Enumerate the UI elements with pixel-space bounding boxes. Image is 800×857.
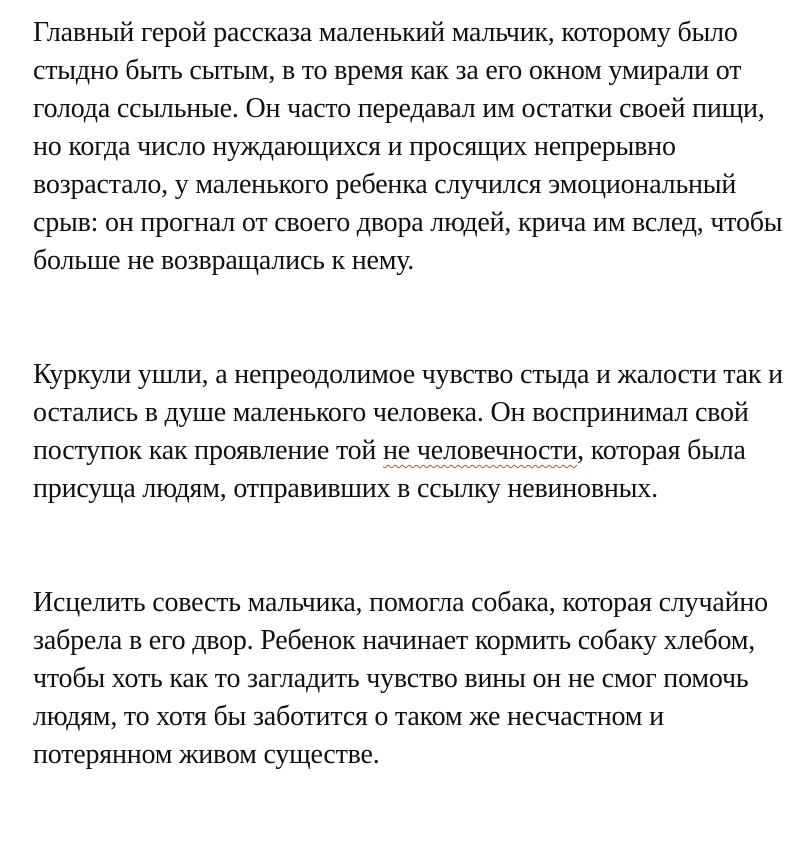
paragraph-3: Исцелить совесть мальчика, помогла собака, которая случайно забрела в его двор. Ребенок начинает кормить собаку хлебом, чтобы хоть как то загладить чувство вины он не смог помочь людям, то хотя бы заботится о таком же несчастном и потерянном живом существе. bbox=[33, 587, 768, 770]
paragraph-2-text-after: , которая была присуща людям, отправивших в ссылку невиновных. bbox=[33, 435, 746, 504]
document-body bbox=[33, 14, 783, 774]
spellcheck-flagged-word[interactable]: не человечности bbox=[383, 435, 578, 466]
paragraph-2 bbox=[33, 356, 783, 508]
paragraph-2-text-before: Куркули ушли, а непреодолимое чувство стыда и жалости так и остались в душе маленького человека. Он воспринимал свой поступок как проявление той bbox=[33, 359, 783, 466]
paragraph-1: Главный герой рассказа маленький мальчик, которому было стыдно быть сытым, в то время как за его окном умирали от голода ссыльные. Он часто передавал им остатки своей пищи, но когда число нуждающихся и просящих непрерывно возрастало, у маленького ребенка случился эмоциональный срыв: он прогнал от своего двора людей, крича им вслед, чтобы больше не возвращались к нему. bbox=[33, 17, 783, 276]
